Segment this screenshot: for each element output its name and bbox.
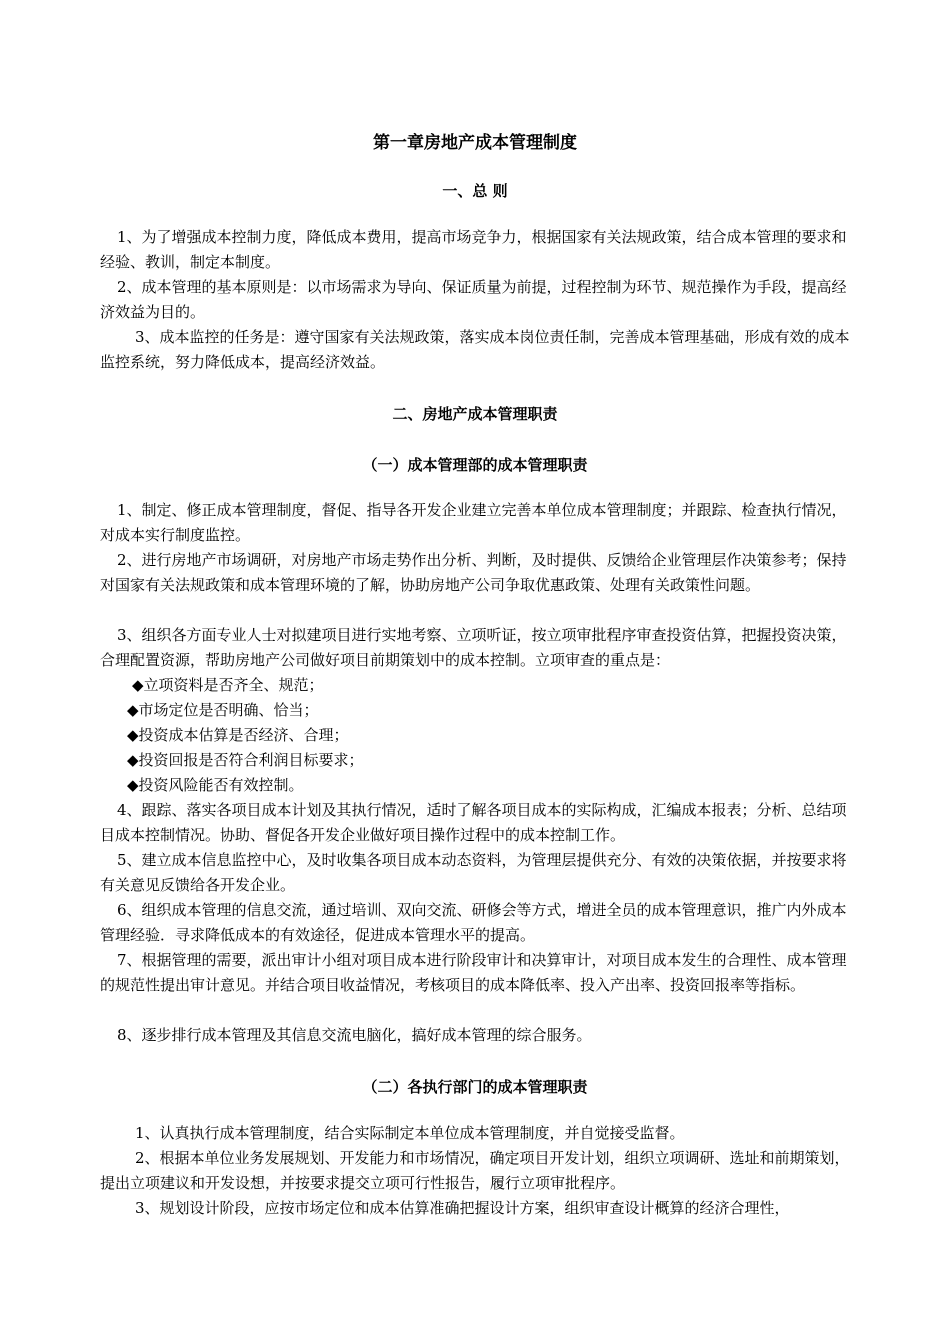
bullet-item: ◆投资成本估算是否经济、合理； <box>127 726 349 744</box>
bullet-item: ◆市场定位是否明确、恰当； <box>127 701 319 719</box>
section-heading-general: 一、总 则 <box>442 182 508 200</box>
paragraph: 2、进行房地产市场调研，对房地产市场走势作出分析、判断，及时提供、反馈给企业管理层作决策参考；保持对国家有关法规政策和成本管理环境的了解，协助房地产公司争取优惠政策、处理有关政策性问题。 <box>100 551 847 594</box>
paragraph: 3、成本监控的任务是：遵守国家有关法规政策，落实成本岗位责任制，完善成本管理基础，形成有效的成本监控系统，努力降低成本，提高经济效益。 <box>100 328 850 371</box>
paragraph: 1、制定、修正成本管理制度，督促、指导各开发企业建立完善本单位成本管理制度；并跟踪、检查执行情况，对成本实行制度监控。 <box>100 501 847 544</box>
paragraph: 8、逐步排行成本管理及其信息交流电脑化，搞好成本管理的综合服务。 <box>117 1026 592 1044</box>
paragraph: 2、成本管理的基本原则是：以市场需求为导向、保证质量为前提，过程控制为环节、规范操作为手段，提高经济效益为目的。 <box>100 278 847 321</box>
paragraph: 7、根据管理的需要，派出审计小组对项目成本进行阶段审计和决算审计，对项目成本发生的合理性、成本管理的规范性提出审计意见。并结合项目收益情况，考核项目的成本降低率、投入产出率、投资回报率等指标。 <box>100 951 847 994</box>
paragraph: 5、建立成本信息监控中心，及时收集各项目成本动态资料，为管理层提供充分、有效的决策依据，并按要求将有关意见反馈给各开发企业。 <box>100 851 847 894</box>
section-heading-duties: 二、房地产成本管理职责 <box>392 405 558 423</box>
bullet-item: ◆投资回报是否符合利润目标要求； <box>127 751 364 769</box>
subsection-heading-exec-depts: （二）各执行部门的成本管理职责 <box>362 1078 588 1096</box>
paragraph: 1、为了增强成本控制力度，降低成本费用，提高市场竞争力，根据国家有关法规政策，结合成本管理的要求和经验、教训，制定本制度。 <box>100 228 847 271</box>
paragraph: 3、组织各方面专业人士对拟建项目进行实地考察、立项听证，按立项审批程序审查投资估算，把握投资决策，合理配置资源，帮助房地产公司做好项目前期策划中的成本控制。立项审查的重点是： <box>100 626 847 669</box>
subsection-heading-cost-dept: （一）成本管理部的成本管理职责 <box>362 456 588 474</box>
paragraph: 3、规划设计阶段，应按市场定位和成本估算准确把握设计方案，组织审查设计概算的经济合理性， <box>135 1199 790 1217</box>
document-title: 第一章房地产成本管理制度 <box>373 133 577 153</box>
paragraph: 1、认真执行成本管理制度，结合实际制定本单位成本管理制度，并自觉接受监督。 <box>135 1124 685 1142</box>
bullet-item: ◆立项资料是否齐全、规范； <box>132 676 324 694</box>
paragraph: 4、跟踪、落实各项目成本计划及其执行情况，适时了解各项目成本的实际构成，汇编成本报表；分析、总结项目成本控制情况。协助、督促各开发企业做好项目操作过程中的成本控制工作。 <box>100 801 847 844</box>
bullet-item: ◆投资风险能否有效控制。 <box>127 776 304 794</box>
paragraph: 2、根据本单位业务发展规划、开发能力和市场情况，确定项目开发计划，组织立项调研、选址和前期策划，提出立项建议和开发设想，并按要求提交立项可行性报告，履行立项审批程序。 <box>100 1149 850 1192</box>
paragraph: 6、组织成本管理的信息交流，通过培训、双向交流、研修会等方式，增进全员的成本管理意识，推广内外成本管理经验．寻求降低成本的有效途径，促进成本管理水平的提高。 <box>100 901 847 944</box>
